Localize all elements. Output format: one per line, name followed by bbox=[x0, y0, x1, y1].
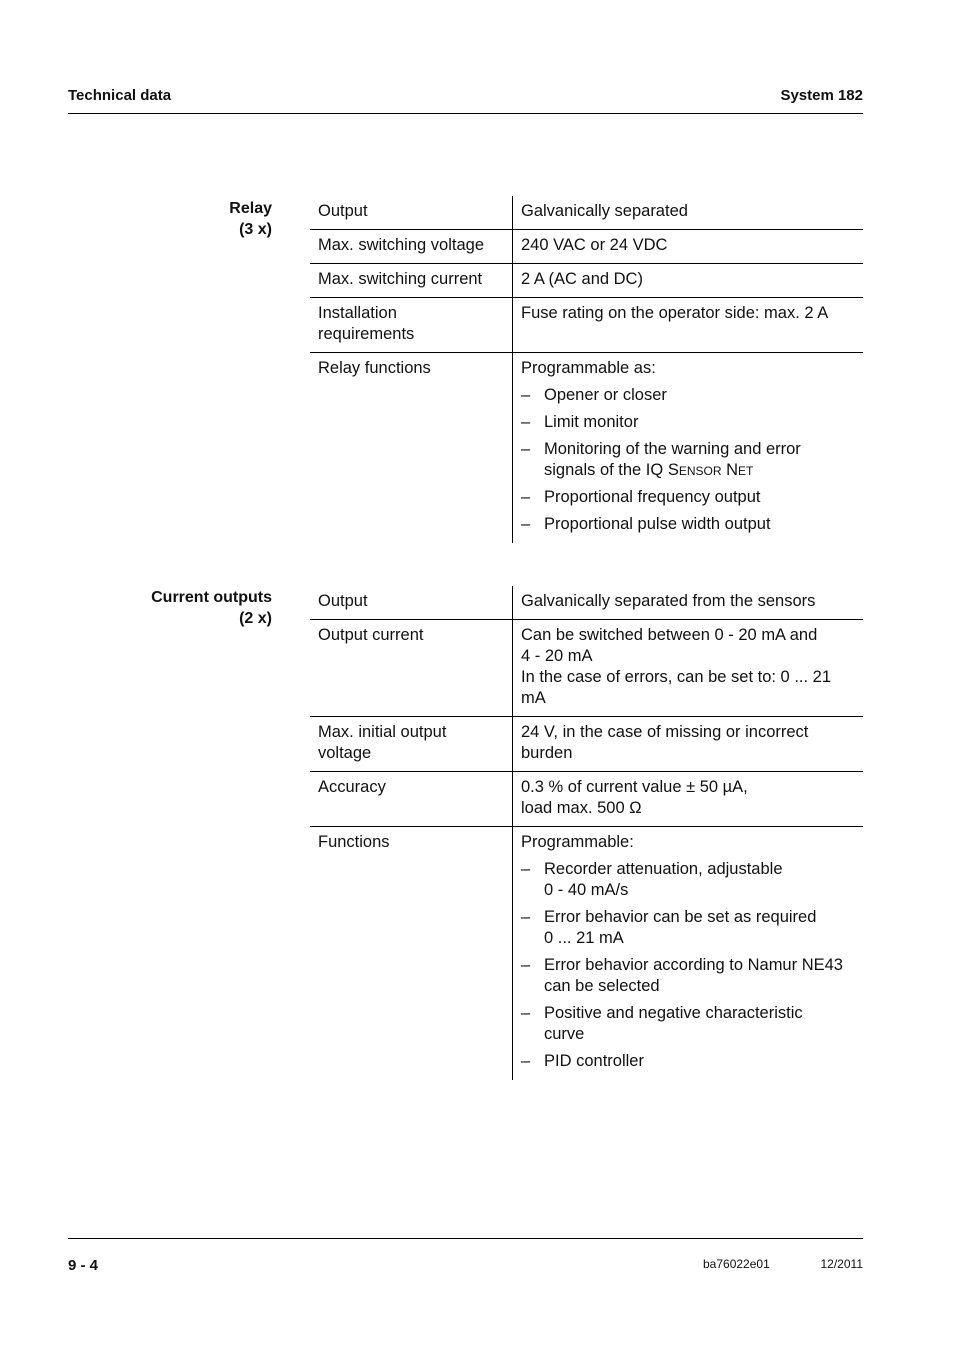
document-date: 12/2011 bbox=[820, 1257, 863, 1271]
spec-value: 0.3 % of current value ± 50 µA, load max. 500 Ω bbox=[513, 772, 864, 827]
spec-value: Can be switched between 0 - 20 mA and 4 - 20 mA In the case of errors, can be set to: 0 ... 21 mA bbox=[513, 620, 864, 717]
list-item: – Error behavior can be set as required 0 ... 21 mA bbox=[521, 907, 855, 949]
spec-key: Functions bbox=[310, 827, 513, 1081]
list-item: – Error behavior according to Namur NE43 can be selected bbox=[521, 955, 855, 997]
list-item: – Proportional pulse width output bbox=[521, 514, 855, 535]
list-item: – Recorder attenuation, adjustable 0 - 40 mA/s bbox=[521, 859, 855, 901]
header-section-title: Technical data bbox=[68, 87, 172, 104]
table-row bbox=[310, 772, 863, 827]
spec-value: Programmable: – Recorder attenuation, adjustable 0 - 40 mA/s – Error behavior can be set as required 0 ... 21 mA – Error behavior according to Namur NE43 can be selected – Positive and negative characteristic curve – PID controller bbox=[513, 827, 864, 1081]
list-item: – Limit monitor bbox=[521, 412, 855, 433]
table-row bbox=[310, 353, 863, 544]
spec-key: Max. switching current bbox=[310, 264, 513, 298]
list-item: – Proportional frequency output bbox=[521, 487, 855, 508]
spec-key: Installation requirements bbox=[310, 298, 513, 353]
list-item: – PID controller bbox=[521, 1051, 855, 1072]
spec-key: Max. switching voltage bbox=[310, 230, 513, 264]
list-item: – Monitoring of the warning and error signals of the IQ Sensor Net bbox=[521, 439, 855, 481]
spec-value: Programmable as: – Opener or closer – Limit monitor – Monitoring of the warning and error signals of the IQ Sensor Net – Proportional frequency output – Proportional pulse width output bbox=[513, 353, 864, 544]
spec-key: Output bbox=[310, 586, 513, 620]
spec-value: Galvanically separated bbox=[521, 202, 688, 220]
spec-key: Relay functions bbox=[310, 353, 513, 544]
footer-rule bbox=[68, 1238, 863, 1239]
document-id: ba76022e01 bbox=[703, 1257, 770, 1271]
table-row bbox=[310, 230, 863, 264]
spec-key: Max. initial output voltage bbox=[310, 717, 513, 772]
spec-key: Output bbox=[310, 196, 513, 230]
current-outputs-section-title: Current outputs (2 x) bbox=[151, 589, 272, 627]
table-row bbox=[310, 717, 863, 772]
spec-value: Fuse rating on the operator side: max. 2 A bbox=[513, 298, 864, 353]
spec-key: Accuracy bbox=[310, 772, 513, 827]
spec-value: 240 VAC or 24 VDC bbox=[513, 230, 864, 264]
table-row bbox=[310, 827, 863, 1081]
list-item: – Positive and negative characteristic curve bbox=[521, 1003, 855, 1045]
spec-key: Output current bbox=[310, 620, 513, 717]
header-rule bbox=[68, 113, 863, 114]
list-item: – Opener or closer bbox=[521, 385, 855, 406]
relay-spec-table bbox=[310, 196, 863, 543]
page-number: 9 - 4 bbox=[68, 1257, 99, 1274]
table-row bbox=[310, 196, 863, 230]
table-row bbox=[310, 620, 863, 717]
relay-function-list bbox=[521, 385, 855, 535]
current-outputs-spec-table bbox=[310, 586, 863, 1080]
relay-section-title: Relay (3 x) bbox=[229, 200, 272, 238]
header-product-name: System 182 bbox=[780, 87, 863, 104]
table-row bbox=[310, 264, 863, 298]
table-row bbox=[310, 298, 863, 353]
spec-value: Galvanically separated from the sensors bbox=[521, 592, 816, 610]
table-row bbox=[310, 586, 863, 620]
spec-value: 2 A (AC and DC) bbox=[513, 264, 864, 298]
current-output-function-list bbox=[521, 859, 855, 1072]
spec-value: 24 V, in the case of missing or incorrect burden bbox=[513, 717, 864, 772]
